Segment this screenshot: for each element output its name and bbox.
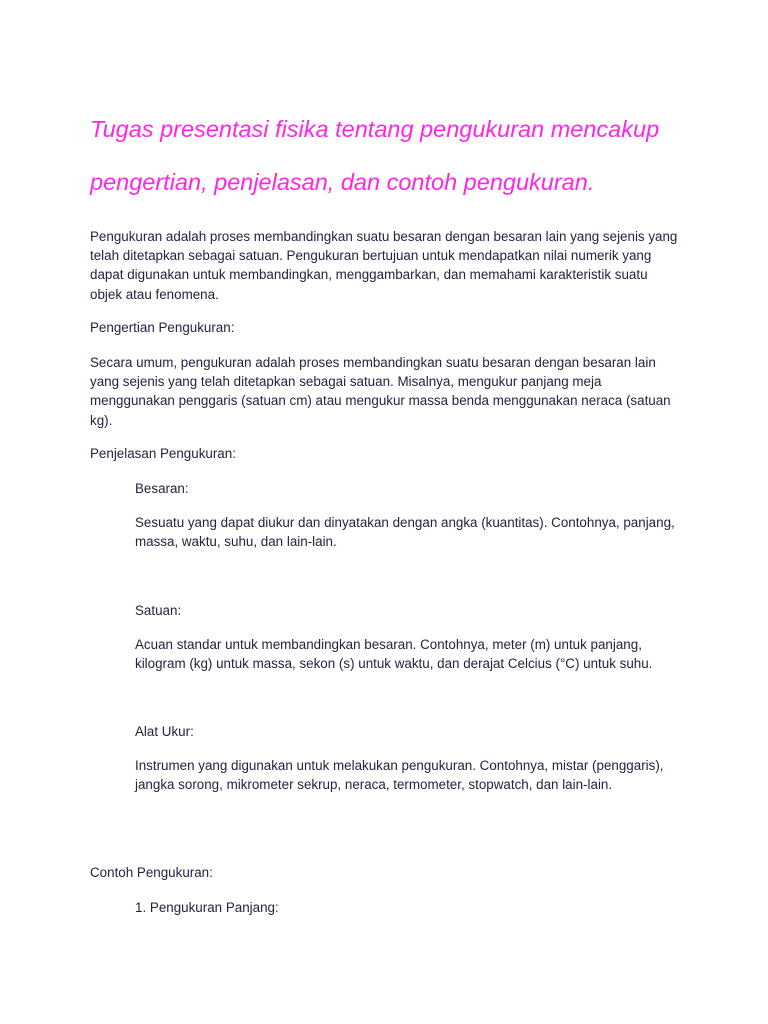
term-satuan: Satuan:: [135, 603, 182, 618]
definition-paragraph: Secara umum, pengukuran adalah proses membandingkan suatu besaran dengan besaran lain yang sejenis yang telah ditetapkan sebagai satuan. Misalnya, mengukur panjang meja menggunakan penggaris (satuan cm) atau mengukur massa benda menggunakan neraca (satuan kg).: [90, 355, 671, 428]
explanation-heading: Penjelasan Pengukuran:: [90, 446, 236, 461]
examples-heading: Contoh Pengukuran:: [90, 865, 213, 880]
description-alat-ukur: Instrumen yang digunakan untuk melakukan pengukuran. Contohnya, mistar (penggaris), jangka sorong, mikrometer sekrup, neraca, termometer, stopwatch, dan lain-lain.: [135, 758, 664, 793]
term-besaran: Besaran:: [135, 481, 189, 496]
description-satuan: Acuan standar untuk membandingkan besaran. Contohnya, meter (m) untuk panjang, kilogram (kg) untuk massa, sekon (s) untuk waktu, dan derajat Celcius (°C) untuk suhu.: [135, 637, 653, 672]
term-alat-ukur: Alat Ukur:: [135, 724, 194, 739]
intro-paragraph: Pengukuran adalah proses membandingkan suatu besaran dengan besaran lain yang sejenis yang telah ditetapkan sebagai satuan. Pengukuran bertujuan untuk mendapatkan nilai numerik yang dapat digunakan untuk membandingkan, menggambarkan, dan memahami karakteristik suatu objek atau fenomena.: [90, 229, 678, 302]
example-item-panjang: 1. Pengukuran Panjang:: [135, 900, 279, 915]
description-besaran: Sesuatu yang dapat diukur dan dinyatakan dengan angka (kuantitas). Contohnya, panjang, massa, waktu, suhu, dan lain-lain.: [135, 515, 675, 550]
document-title: Tugas presentasi fisika tentang pengukuran mencakup pengertian, penjelasan, dan contoh pengukuran.: [90, 116, 660, 195]
definition-heading: Pengertian Pengukuran:: [90, 320, 235, 335]
